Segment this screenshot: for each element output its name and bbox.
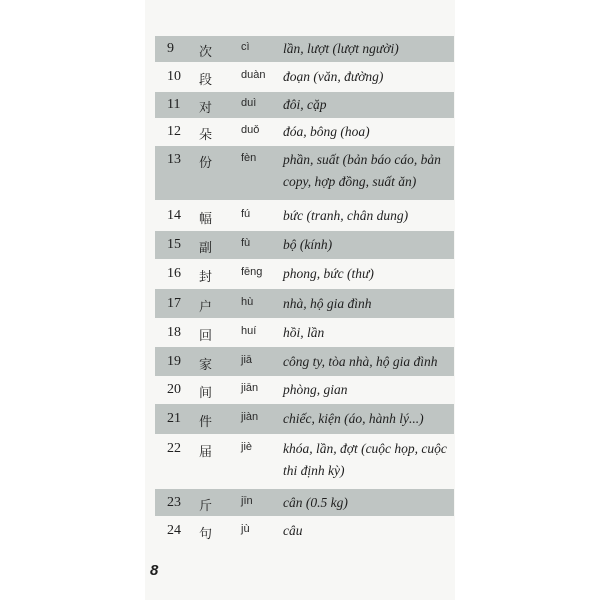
- pinyin: jù: [241, 523, 250, 535]
- pinyin: huí: [241, 325, 257, 337]
- table-row: [155, 119, 454, 146]
- page-number: 8: [150, 562, 159, 579]
- vietnamese-meaning: câu: [283, 523, 303, 538]
- row-number: 22: [167, 441, 181, 456]
- pinyin: fú: [241, 208, 251, 220]
- vietnamese-meaning: bộ (kính): [283, 237, 333, 252]
- row-number: 10: [167, 69, 181, 84]
- vietnamese-meaning: lần, lượt (lượt người): [283, 41, 399, 56]
- chinese-character: 幅: [199, 212, 213, 227]
- row-number: 18: [167, 325, 181, 340]
- pinyin: duǒ: [241, 124, 260, 136]
- pinyin: jiè: [241, 441, 253, 453]
- row-number: 9: [167, 41, 174, 56]
- table-row: [155, 36, 454, 63]
- vietnamese-meaning: hồi, lần: [283, 325, 325, 340]
- table-row: [155, 63, 454, 92]
- chinese-character: 封: [199, 270, 213, 285]
- pinyin: duì: [241, 97, 257, 109]
- table-row: [155, 231, 454, 260]
- pinyin: jīn: [241, 495, 253, 507]
- row-number: 13: [167, 152, 181, 167]
- row-number: 16: [167, 266, 181, 281]
- vietnamese-meaning: đoạn (văn, đường): [283, 69, 384, 84]
- row-number: 20: [167, 382, 181, 397]
- row-number: 24: [167, 523, 181, 538]
- chinese-character: 回: [199, 329, 213, 344]
- row-number: 12: [167, 124, 181, 139]
- vietnamese-meaning: chiếc, kiện (áo, hành lý...): [283, 411, 424, 426]
- vietnamese-meaning: công ty, tòa nhà, hộ gia đình: [283, 354, 438, 369]
- measure-word-table: [155, 36, 454, 546]
- vietnamese-meaning: đóa, bông (hoa): [283, 124, 370, 139]
- table-row: [155, 517, 454, 546]
- chinese-character: 朵: [199, 128, 213, 143]
- pinyin: jiān: [241, 382, 259, 394]
- pinyin: jiā: [241, 354, 253, 366]
- table-row: [155, 201, 454, 231]
- pinyin: jiàn: [241, 411, 259, 423]
- row-number: 19: [167, 354, 181, 369]
- row-number: 21: [167, 411, 181, 426]
- pinyin: fù: [241, 237, 251, 249]
- chinese-character: 份: [199, 156, 213, 171]
- vietnamese-meaning: phong, bức (thư): [283, 266, 374, 281]
- vietnamese-meaning: phần, suất (bản báo cáo, bản copy, hợp đồng, suất ăn): [283, 152, 441, 189]
- pinyin: cì: [241, 41, 250, 53]
- row-number: 14: [167, 208, 181, 223]
- table-row: [155, 92, 454, 119]
- chinese-character: 届: [199, 445, 213, 460]
- chinese-character: 斤: [199, 499, 213, 514]
- table-row: [155, 489, 454, 517]
- pinyin: fèn: [241, 152, 257, 164]
- table-row: [155, 289, 454, 319]
- pinyin: hù: [241, 296, 254, 308]
- left-margin: [0, 0, 145, 600]
- row-number: 11: [167, 97, 181, 112]
- chinese-character: 户: [199, 300, 213, 315]
- chinese-character: 次: [199, 45, 213, 60]
- table-row: [155, 319, 454, 347]
- chinese-character: 句: [199, 527, 213, 542]
- chinese-character: 对: [199, 101, 213, 116]
- pinyin: fēng: [241, 266, 263, 278]
- vietnamese-meaning: khóa, lần, đợt (cuộc họp, cuộc thi định kỳ): [283, 441, 447, 478]
- table-row: [155, 347, 454, 377]
- table-row: [155, 146, 454, 201]
- table-row: [155, 435, 454, 489]
- row-number: 15: [167, 237, 181, 252]
- row-number: 23: [167, 495, 181, 510]
- table-row: [155, 404, 454, 435]
- chinese-character: 家: [199, 358, 213, 373]
- chinese-character: 段: [199, 73, 213, 88]
- right-margin: [455, 0, 600, 600]
- chinese-character: 间: [199, 386, 213, 401]
- chinese-character: 副: [199, 241, 213, 256]
- vietnamese-meaning: nhà, hộ gia đình: [283, 296, 372, 311]
- vietnamese-meaning: đôi, cặp: [283, 97, 327, 112]
- table-row: [155, 260, 454, 289]
- pinyin: duàn: [241, 69, 266, 81]
- vietnamese-meaning: bức (tranh, chân dung): [283, 208, 409, 223]
- vietnamese-meaning: cân (0.5 kg): [283, 495, 348, 510]
- vietnamese-meaning: phòng, gian: [283, 382, 348, 397]
- table-row: [155, 377, 454, 404]
- chinese-character: 件: [199, 415, 213, 430]
- row-number: 17: [167, 296, 181, 311]
